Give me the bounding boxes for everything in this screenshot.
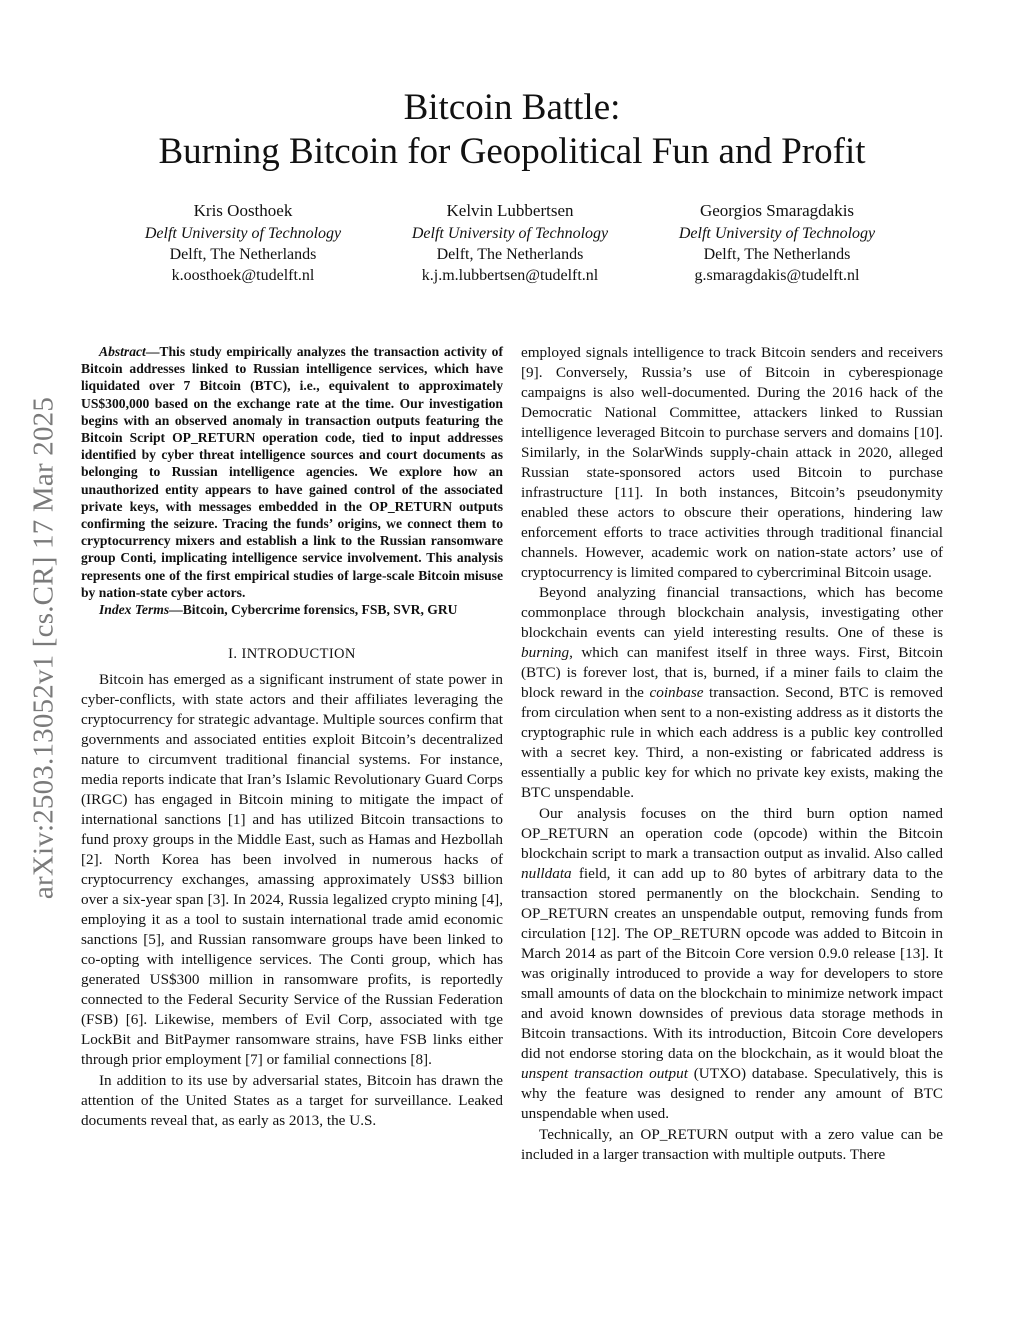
emphasis-utxo: unspent transaction output [521,1065,688,1082]
section-heading-introduction [81,644,503,664]
abstract-label: Abstract [99,344,146,359]
arxiv-identifier: arXiv:2503.13052v1 [cs.CR] 17 Mar 2025 [27,396,60,900]
right-paragraph-1: employed signals intelligence to track Bitcoin senders and receivers [9]. Conversely, Russia’s use of Bitcoin in cyberespionage campaigns is also well-documented. During the 2016 hack of the Democratic National Committee, attackers linked to Russian intelligence leveraged Bitcoin to purchase servers and domains [10]. Similarly, in the SolarWinds supply-chain attack in 2020, alleged Russian state-sponsored actors used Bitcoin to purchase infrastructure [11]. In both instances, Bitcoin’s pseudonymity enabled these actors to obscure their operations, hindering law enforcement efforts to trace activities through traditional financial channels. However, academic work on nation-state actors’ use of cryptocurrency is limited compared to cybercriminal Bitcoin usage. [521,344,943,581]
index-terms-text: —Bitcoin, Cybercrime forensics, FSB, SVR, GRU [169,602,458,618]
author-3 [644,200,910,286]
author-email: g.smaragdakis@tudelft.nl [694,267,860,284]
title-line-1: Bitcoin Battle: [403,87,621,128]
abstract [81,343,503,601]
right-paragraph-4: Technically, an OP_RETURN output with a zero value can be included in a larger transaction with multiple outputs. There [521,1126,943,1163]
emphasis-nulldata: nulldata [521,865,572,882]
text-run: Beyond analyzing financial transactions, which has become commonplace through blockchain analysis, investigating other blockchain events can yield interesting results. One of these is [521,584,943,641]
author-2 [377,200,643,286]
intro-paragraph-2: In addition to its use by adversarial states, Bitcoin has drawn the attention of the United States as a target for surveillance. Leaked documents reveal that, as early as 2013, the U.S. [81,1072,503,1130]
right-paragraph-2 [521,583,943,803]
emphasis-coinbase: coinbase [649,684,704,701]
author-name: Kelvin Lubbertsen [446,201,574,220]
text-run: , which can manifest itself in three ways. First, Bitcoin (BTC) is forever lost, that is, burned, if a miner fails to claim the block reward in the [521,644,943,701]
index-terms-label: Index Terms [99,602,170,618]
right-paragraph-3 [521,804,943,1124]
title-line-2: Burning Bitcoin for Geopolitical Fun and Profit [158,131,866,172]
author-email: k.oosthoek@tudelft.nl [171,267,315,284]
author-email: k.j.m.lubbertsen@tudelft.nl [421,267,599,284]
author-affiliation: Delft University of Technology [411,225,609,242]
author-name: Georgios Smaragdakis [699,201,855,220]
emphasis-burning: burning [521,644,570,661]
text-run: field, it can add up to 80 bytes of arbitrary data to the transaction stored permanently on the blockchain. Sending to OP_RETURN creates an unspendable output, removing funds from circulation [12]. The OP_RETURN opcode was added to Bitcoin in March 2014 as part of the Bitcoin Core version 0.9.0 release [13]. It was originally introduced to provide a way for developers to store small amounts of data on the blockchain to minimize network impact and avoid known downsides of previous data storage methods in Bitcoin transactions. With its introduction, Bitcoin Core developers did not endorse storing data on the blockchain, as it would bloat the [521,865,943,1062]
author-affiliation: Delft University of Technology [144,225,342,242]
section-title-rest: NTRODUCTION [246,646,356,663]
intro-paragraph-1: Bitcoin has emerged as a significant instrument of state power in cyber-conflicts, with state actors and their affiliates leveraging the cryptocurrency for strategic advantage. Multiple sources confirm that governments and associated entities exploit Bitcoin’s decentralized nature to circumvent traditional financial systems. For instance, media reports indicate that Iran’s Islamic Revolutionary Guard Corps (IRGC) has engaged in Bitcoin mining to mitigate the impact of international sanctions [1] and has utilized Bitcoin transactions to fund proxy groups in the Middle East, such as Hamas and Hezbollah [2]. North Korea has been involved in numerous hacks of cryptocurrency exchanges, amassing approximately US$3 billion over a six-year span [3]. In 2024, Russia legalized crypto mining [4], employing it as a tool to sustain international trade amid economic sanctions [5], and Russian ransomware groups have been linked to co-opting with intelligence services. The Conti group, which has generated US$300 million in ransomware profits, is reportedly connected to the Federal Security Service of the Russian Federation (FSB) [6]. Likewise, members of Evil Corp, associated with tge LockBit and BitPaymer ransomware strains, have FSB links either through prior employment [7] or familial connections [8]. [81,671,503,1069]
author-name: Kris Oosthoek [193,201,293,220]
text-run: transaction. Second, BTC is removed from circulation when sent to a non-existing address as it distorts the cryptographic rule in which each address is a public key controlled with a secret key. Third, a non-existing or fabricated address is essentially a public key for which no private key exists, making the BTC unspendable. [521,684,943,801]
index-terms [81,601,503,618]
text-run: (UTXO) database. Speculatively, this is why the feature was designed to render any amount of BTC unspendable when used. [521,1065,944,1122]
section-title-initial: I [241,646,247,663]
author-block [110,200,910,286]
author-1 [110,200,376,286]
author-affiliation: Delft University of Technology [678,225,876,242]
left-column [81,343,503,1131]
text-run: Our analysis focuses on the third burn option named OP_RETURN an operation code (opcode) within the Bitcoin blockchain script to mark a transaction output as invalid. Also called [521,805,943,862]
author-location: Delft, The Netherlands [169,246,317,263]
abstract-text: —This study empirically analyzes the transaction activity of Bitcoin addresses linked to Russian intelligence services, which have liquidated over 7 Bitcoin (BTC), i.e., equivalent to approximately US$300,000 based on the exchange rate at the time. Our investigation begins with an observed anomaly in transaction outputs featuring the Bitcoin Script OP_RETURN operation code, tied to input addresses identified by cyber threat intelligence sources and court documents as belonging to Russian intelligence agencies. We explore how an unauthorized entity appears to have gained control of the associated private keys, with messages embedded in the OP_RETURN outputs confirming the seizure. Tracing the funds’ origins, we connect them to cryptocurrency mixers and establish a link to the Russian ransomware group Conti, implicating intelligence service involvement. This analysis represents one of the first empirical studies of large-scale Bitcoin misuse by nation-state cyber actors. [81,344,503,600]
author-location: Delft, The Netherlands [436,246,584,263]
author-location: Delft, The Netherlands [703,246,851,263]
paper-title [0,86,1024,174]
section-number: I. [228,646,242,663]
right-column [521,343,943,1165]
arxiv-sidebar [24,348,64,948]
